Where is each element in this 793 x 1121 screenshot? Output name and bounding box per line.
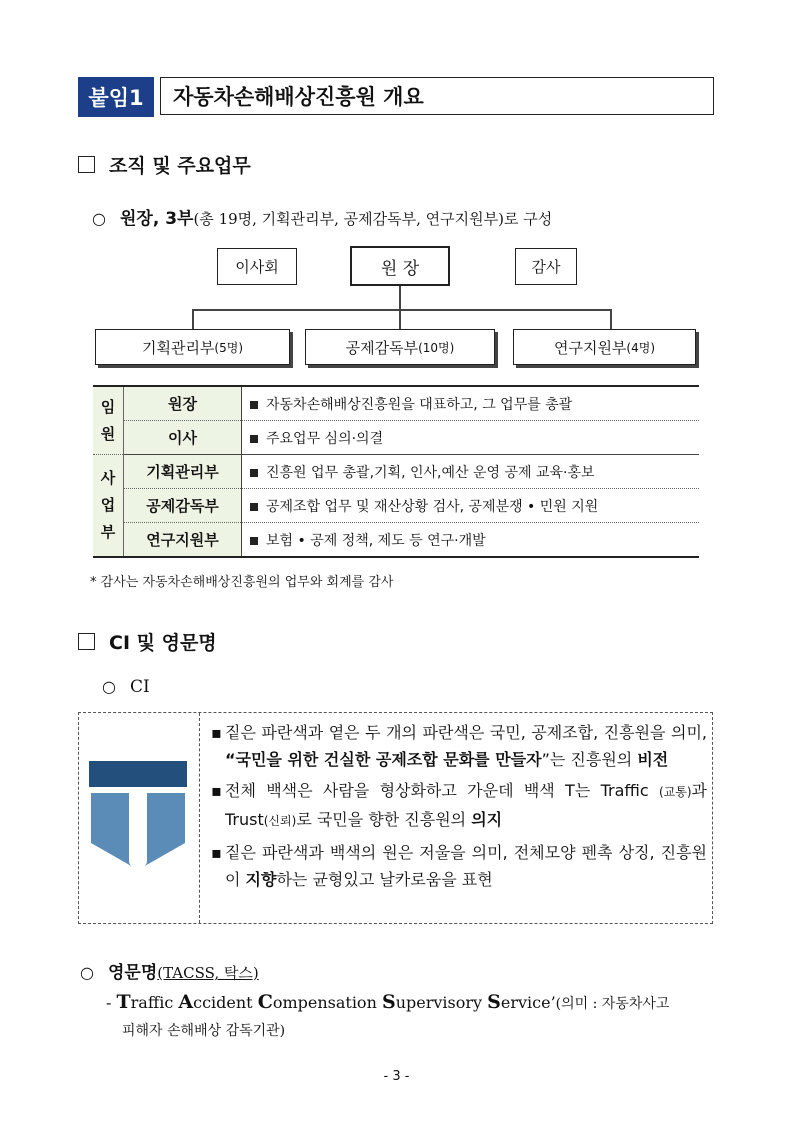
summary-rest: (총 19명, 기획관리부, 공제감독부, 연구지원부)로 구성 <box>193 210 553 228</box>
group-departments: 사업부 <box>93 455 124 558</box>
org-auditor-box: 감사 <box>515 248 577 285</box>
table-row <box>93 523 699 558</box>
ci-logo-icon <box>89 761 187 873</box>
ci-description-box <box>78 712 713 924</box>
page-title: 자동차손해배상진흥원 개요 <box>160 77 714 115</box>
group-officers: 임원 <box>93 386 124 455</box>
ci-point-3: ▪ 짙은 파란색과 백색의 원은 저울을 의미, 전체모양 펜촉 상징, 진흥원이 지향하는 균형있고 날카로움을 표현 <box>211 843 707 889</box>
org-dept-supervision: 공제감독부 (10명) <box>305 329 495 365</box>
desc-cell: 보험 • 공제 정책, 제도 등 연구·개발 <box>242 523 700 558</box>
ci-label: ○ CI <box>102 677 150 697</box>
org-dept-planning: 기획관리부 (5명) <box>95 329 290 365</box>
checkbox-square-icon <box>78 156 95 173</box>
section-heading-text: CI 및 영문명 <box>109 632 217 654</box>
section-heading-ci <box>78 628 217 655</box>
square-bullet-icon <box>250 469 258 477</box>
circle-bullet-icon: ○ <box>102 677 116 696</box>
org-connector-right <box>610 309 612 329</box>
org-director-box: 원 장 <box>350 246 450 286</box>
ci-point-1: ▪ 짙은 파란색과 옅은 두 개의 파란색은 국민, 공제조합, 진흥원을 의미, “국민을 위한 건실한 공제조합 문화를 만들자”는 진흥원의 비전 <box>211 723 707 769</box>
table-row <box>93 421 699 455</box>
square-bullet-icon <box>250 401 258 409</box>
desc-cell: 공제조합 업무 및 재산상황 검사, 공제분쟁 • 민원 지원 <box>242 489 700 523</box>
ci-logo-top-bar <box>89 761 187 787</box>
organization-summary <box>92 204 552 229</box>
org-dept-research: 연구지원부 (4명) <box>513 329 696 365</box>
ci-points <box>211 719 707 897</box>
ci-logo-left-wing <box>91 793 133 867</box>
desc-cell: 자동차손해배상진흥원을 대표하고, 그 업무를 총괄 <box>242 386 700 421</box>
role-cell: 이사 <box>124 421 242 455</box>
table-row <box>93 386 699 421</box>
checkbox-square-icon <box>78 633 95 650</box>
org-connector-horizontal <box>192 309 611 311</box>
english-meaning-line2: 피해자 손해배상 감독기관) <box>122 1023 286 1039</box>
desc-cell: 진흥원 업무 총괄,기획, 인사,예산 운영 공제 교육·홍보 <box>242 455 700 489</box>
attachment-tag: 붙임1 <box>78 77 154 117</box>
org-connector-vertical <box>399 286 401 309</box>
table-row <box>93 455 699 489</box>
ci-logo-right-wing <box>143 793 185 867</box>
square-bullet-icon <box>250 537 258 545</box>
english-name-heading: ○ 영문명(TACSS, 탁스) <box>80 963 259 983</box>
circle-bullet-icon: ○ <box>92 209 106 228</box>
circle-bullet-icon: ○ <box>80 963 94 982</box>
role-cell: 원장 <box>124 386 242 421</box>
role-cell: 연구지원부 <box>124 523 242 558</box>
square-bullet-icon <box>250 503 258 511</box>
org-connector-left <box>192 309 194 329</box>
english-full-name: - Traffic Accident Compensation Supervisory Service’(의미 : 자동차사고 <box>106 991 670 1013</box>
role-cell: 기획관리부 <box>124 455 242 489</box>
page-number: - 3 - <box>383 1069 410 1084</box>
square-bullet-icon <box>250 435 258 443</box>
auditor-note: * 감사는 자동차손해배상진흥원의 업무와 회계를 감사 <box>90 575 394 590</box>
ci-point-2: ▪ 전체 백색은 사람을 형상화하고 가운데 백색 T는 Traffic (교통)과 Trust(신뢰)로 국민을 향한 진흥원의 의지 <box>211 781 707 829</box>
org-connector-center <box>399 309 401 329</box>
role-cell: 공제감독부 <box>124 489 242 523</box>
ci-logo-cell <box>79 713 200 923</box>
desc-cell: 주요업무 심의·의결 <box>242 421 700 455</box>
section-heading-organization <box>78 151 251 178</box>
summary-bold: 원장, 3부 <box>119 209 194 229</box>
org-board-box: 이사회 <box>217 248 297 285</box>
duties-table <box>93 385 699 558</box>
section-heading-text: 조직 및 주요업무 <box>109 155 251 177</box>
table-row <box>93 489 699 523</box>
